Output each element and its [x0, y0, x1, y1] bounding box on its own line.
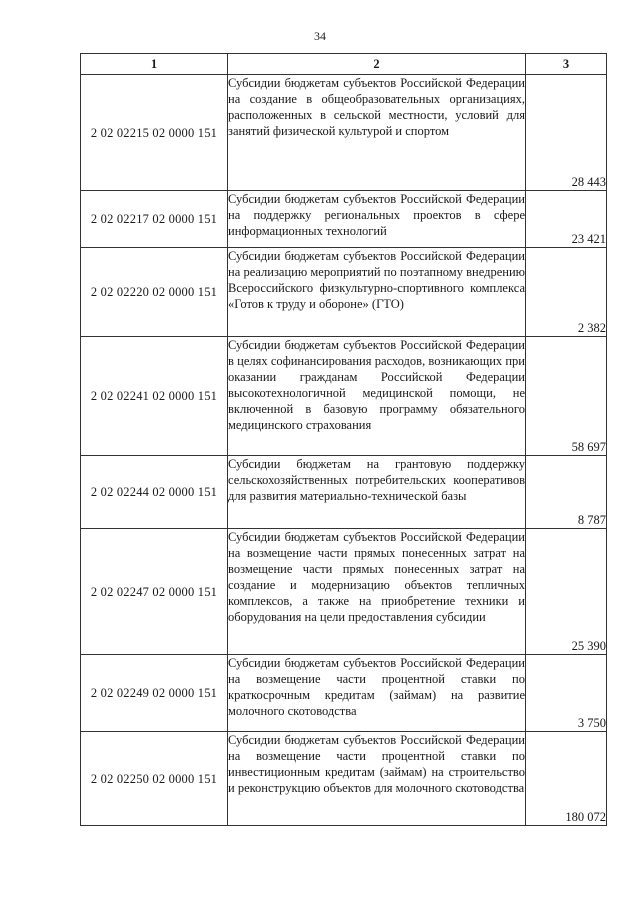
table-row [81, 655, 607, 732]
subsidy-description: Субсидии бюджетам субъектов Российской Федерации в целях софинансирования расходов, возникающих при оказании гражданам Российской Федерации высокотехнологичной медицинской помощи, не включенной в базовую программу обязательного медицинского страхования [228, 337, 526, 456]
table-row [81, 191, 607, 248]
subsidy-amount: 58 697 [526, 337, 607, 456]
budget-code: 2 02 02241 02 0000 151 [81, 337, 228, 456]
subsidy-description: Субсидии бюджетам субъектов Российской Федерации на возмещение части процентной ставки по краткосрочным кредитам (займам) на развитие молочного скотоводства [228, 655, 526, 732]
budget-code: 2 02 02249 02 0000 151 [81, 655, 228, 732]
page-number: 34 [314, 29, 326, 43]
subsidy-description: Субсидии бюджетам субъектов Российской Федерации на создание в общеобразовательных организациях, расположенных в сельской местности, условий для занятий физической культурой и спортом [228, 75, 526, 191]
table-header [81, 54, 607, 75]
header-column-2: 2 [228, 54, 526, 75]
subsidy-description: Субсидии бюджетам субъектов Российской Федерации на реализацию мероприятий по поэтапному внедрению Всероссийского физкультурно-спортивного комплекса «Готов к труду и обороне» (ГТО) [228, 248, 526, 337]
subsidy-amount: 2 382 [526, 248, 607, 337]
budget-code: 2 02 02247 02 0000 151 [81, 529, 228, 655]
subsidy-description: Субсидии бюджетам субъектов Российской Федерации на возмещение части процентной ставки по инвестиционным кредитам (займам) на строительство и реконструкцию объектов для молочного скотоводства [228, 732, 526, 826]
subsidy-description: Субсидии бюджетам на грантовую поддержку сельскохозяйственных потребительских кооперативов для развития материально-технической базы [228, 456, 526, 529]
table-row [81, 456, 607, 529]
subsidy-amount: 180 072 [526, 732, 607, 826]
budget-code: 2 02 02220 02 0000 151 [81, 248, 228, 337]
table-row [81, 529, 607, 655]
subsidy-amount: 28 443 [526, 75, 607, 191]
table-body [81, 75, 607, 826]
budget-table [80, 53, 607, 826]
table-row [81, 732, 607, 826]
subsidy-amount: 23 421 [526, 191, 607, 248]
header-row [81, 54, 607, 75]
subsidy-amount: 8 787 [526, 456, 607, 529]
subsidy-description: Субсидии бюджетам субъектов Российской Федерации на возмещение части прямых понесенных затрат на возмещение части прямых понесенных затрат на создание и модернизацию объектов тепличных комплексов, а также на приобретение техники и оборудования на цели предоставления субсидии [228, 529, 526, 655]
header-column-3: 3 [526, 54, 607, 75]
table-row [81, 248, 607, 337]
table-row [81, 337, 607, 456]
subsidy-amount: 3 750 [526, 655, 607, 732]
budget-code: 2 02 02250 02 0000 151 [81, 732, 228, 826]
budget-code: 2 02 02215 02 0000 151 [81, 75, 228, 191]
subsidy-amount: 25 390 [526, 529, 607, 655]
budget-code: 2 02 02244 02 0000 151 [81, 456, 228, 529]
budget-code: 2 02 02217 02 0000 151 [81, 191, 228, 248]
subsidy-description: Субсидии бюджетам субъектов Российской Федерации на поддержку региональных проектов в сфере информационных технологий [228, 191, 526, 248]
header-column-1: 1 [81, 54, 228, 75]
table-row [81, 75, 607, 191]
